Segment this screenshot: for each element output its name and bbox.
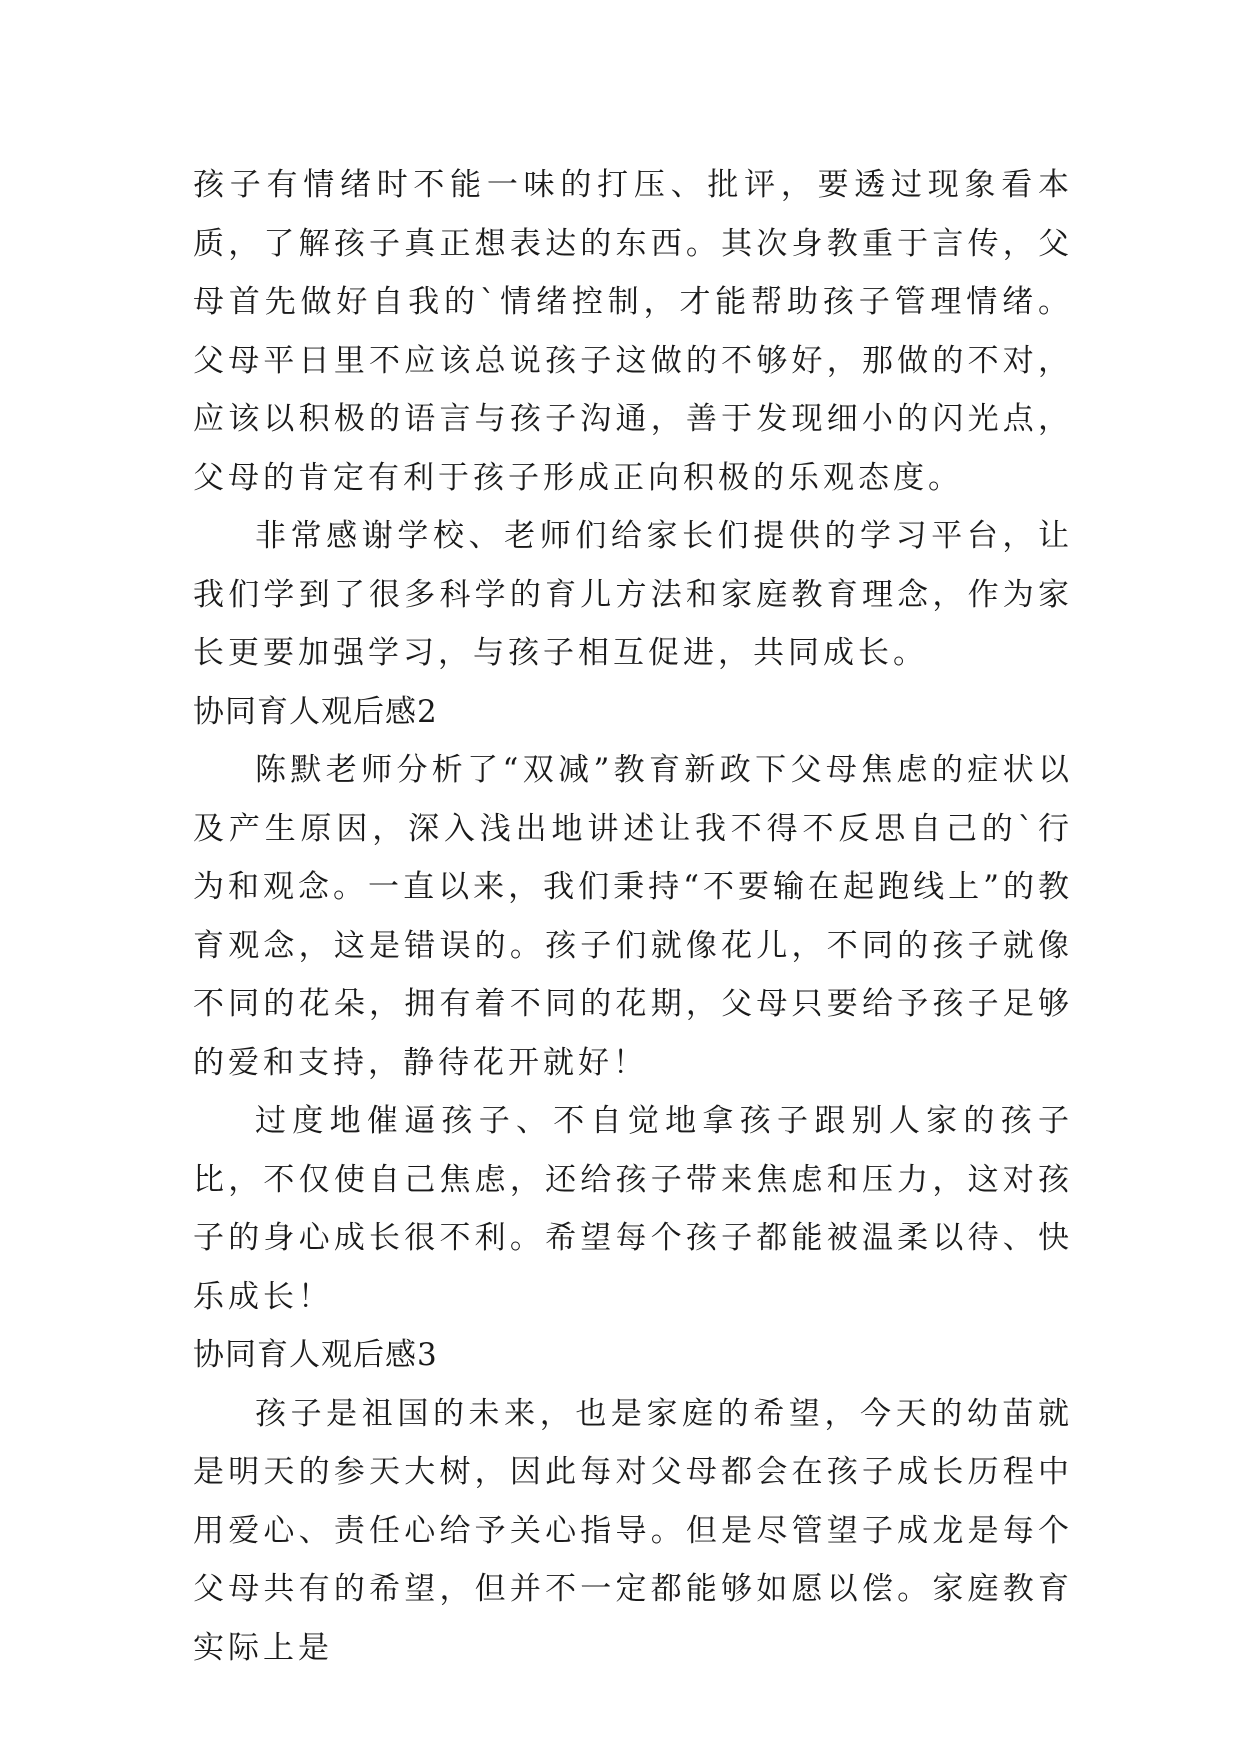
paragraph-2: 非常感谢学校、老师们给家长们提供的学习平台，让我们学到了很多科学的育儿方法和家庭教育理念，作为家长更要加强学习，与孩子相互促进，共同成长。 bbox=[193, 518, 1073, 671]
section-heading-3: 协同育人观后感3 bbox=[193, 1337, 438, 1373]
document-body bbox=[193, 156, 1073, 1677]
paragraph-5: 孩子是祖国的未来，也是家庭的希望，今天的幼苗就是明天的参天大树，因此每对父母都会在孩子成长历程中用爱心、责任心给予关心指导。但是尽管望子成龙是每个父母共有的希望，但并不一定都能够如愿以偿。家庭教育实际上是 bbox=[193, 1395, 1073, 1666]
paragraph-4: 过度地催逼孩子、不自觉地拿孩子跟别人家的孩子比，不仅使自己焦虑，还给孩子带来焦虑和压力，这对孩子的身心成长很不利。希望每个孩子都能被温柔以待、快乐成长！ bbox=[193, 1103, 1073, 1315]
paragraph-1: 孩子有情绪时不能一味的打压、批评，要透过现象看本质，了解孩子真正想表达的东西。其次身教重于言传，父母首先做好自我的`情绪控制，才能帮助孩子管理情绪。父母平日里不应该总说孩子这做的不够好，那做的不对，应该以积极的语言与孩子沟通，善于发现细小的闪光点，父母的肯定有利于孩子形成正向积极的乐观态度。 bbox=[193, 167, 1073, 496]
section-heading-2: 协同育人观后感2 bbox=[193, 693, 438, 730]
paragraph-3: 陈默老师分析了“双减”教育新政下父母焦虑的症状以及产生原因，深入浅出地讲述让我不得不反思自己的`行为和观念。一直以来，我们秉持“不要输在起跑线上”的教育观念，这是错误的。孩子们就像花儿，不同的孩子就像不同的花朵，拥有着不同的花期，父母只要给予孩子足够的爱和支持，静待花开就好！ bbox=[193, 752, 1073, 1081]
